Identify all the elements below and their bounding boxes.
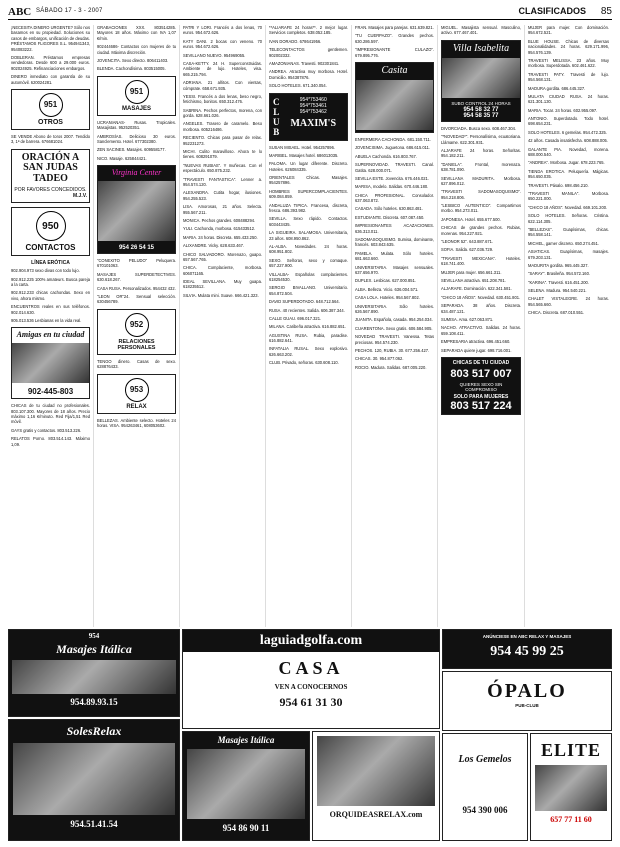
- classified-ad: LA SIGUEIRA. SALAMOSA. Universitaria, 23 años. 608.950.862.: [269, 230, 348, 241]
- classified-ad: UNIVERSITARIA. Sólo hoteles. 626.567.890.: [355, 303, 434, 314]
- section-number: 953: [125, 378, 149, 402]
- chicas-phone: 803 517 007: [450, 367, 512, 380]
- classified-ad: SUPERNOVIDAD. TRAVESTI. Canal. Gatita. 628.000.071.: [355, 162, 434, 173]
- ad-sub: PUB-CLUB: [515, 703, 539, 708]
- classified-ad: SEVILLANA atractiva. 651.208.781.: [441, 277, 506, 283]
- classified-ad: RELATOS Porno. 803.514.143. Máximo 1,09.: [11, 436, 90, 447]
- club-name: MAXIM'S: [290, 117, 337, 129]
- classified-ad: AGUSTINA RUSA. Rubia, paradise. 616.882.641.: [269, 332, 348, 344]
- ad-photo: [13, 743, 175, 815]
- ad-photo: [12, 660, 176, 694]
- classified-ad: "ANDREA". Morbosa. Jugar. 678.223.765.: [528, 160, 605, 166]
- classified-ad: "IMPRESIONANTE CULAZO". 679.895.776.: [355, 47, 434, 58]
- classified-ad: MARIBEL. Masajes hotel. 686013035.: [269, 152, 339, 158]
- classified-ad: MADURITA gordita. 965.445.327.: [528, 262, 589, 268]
- classified-ad: SOLO HOTELES. 6 gemelas. 954.472.325.: [528, 129, 607, 135]
- classified-ad: 902.904.973 sexo divas con todo lujo.: [11, 268, 80, 274]
- section-label: CONTACTOS: [25, 243, 76, 253]
- classified-ad: DINERO inmediato con garantía de su automóvil. 620024281.: [11, 74, 90, 85]
- classified-ad: MICHEL, gamer discreto. 650.274.451.: [528, 240, 599, 246]
- classified-ad: MARIA. Tocar. 24 horas. 602.955.097.: [528, 107, 598, 113]
- classified-ad: CASA-KETTY. 24 H. Superconstruidas. Ambiente de lujo. Hoteles, visa. 665.215.794.: [183, 60, 262, 77]
- classified-ad: "TU CUERPAZO". Grandes pechos. 630.286.597.: [355, 33, 434, 44]
- bottom-display-ads: [8, 629, 612, 841]
- classified-ad: MARISA, modelo. Salidas. 670.446.180.: [355, 184, 429, 190]
- ad-soles-relax: [8, 719, 180, 841]
- classified-ad: CLUB. Privado, señoras. 630.608.110.: [269, 360, 339, 366]
- classified-ad: UNIVERSITARIA. Masajes sensuales. 637.656.970.: [355, 264, 434, 275]
- classified-ad: TRAVESTI. Pásalo. 698.456.210.: [528, 182, 589, 188]
- classified-ad: 42 años. Casada insatisfecha. 608.888.005.: [528, 138, 608, 144]
- classified-ad: SEXO. Señoras, sexo y comaque. 657.227.900.: [269, 257, 348, 269]
- classified-ad: CHICAS. 30. 954.877.062.: [355, 356, 404, 362]
- classified-ad: "NUEVAS RUBIAS". Y muñecas. Con el espectáculo. 650.875.232.: [183, 162, 262, 174]
- casita-title: Casita: [381, 64, 408, 76]
- classified-ad: PECHOS. 120, RUBIA. 30. 677.256.427.: [355, 347, 430, 353]
- classified-ad: INFATALIA RUSAL. Sexo explosivo. 626.663.202.: [269, 346, 348, 357]
- col2-ads: [97, 25, 176, 72]
- ad-photo: [317, 736, 435, 806]
- classified-ad: 902.912.225 100% amateurs. Busca pareja a la carta.: [11, 276, 90, 287]
- classified-ad: SOFIA. Salida. 627.036.729.: [441, 247, 494, 253]
- column-1: [8, 25, 94, 627]
- amigas-title: Amigas en tu ciudad: [16, 330, 85, 340]
- classified-ad: EMPRESARIA atractiva. 696.451.660.: [441, 339, 511, 345]
- classified-ad: "LEON OR"24. Sensual selección. 630456789.: [97, 294, 176, 305]
- classified-ad: HOMBRES SUPERCOMPLACIENTES. 609.084.859.: [269, 188, 348, 200]
- classified-ad: CHICO SALVADORO. Morenazo, guapo. 657.567.765.: [183, 251, 262, 262]
- classified-ad: ROCIO. Madura. Salidas. 687.005.220.: [355, 364, 427, 370]
- casita-photo: [356, 80, 433, 130]
- section-label: MASAJES: [121, 105, 151, 112]
- classified-ad: 902444686- Contactos con mujeres de tu ciudad. Máxima discreción.: [97, 44, 176, 55]
- classified-ad: CHICA. Discreta. 687.010.551.: [528, 310, 585, 316]
- club-letters: C L U B: [273, 96, 280, 137]
- amigas-photo: [12, 343, 89, 383]
- newspaper-brand: ABC: [8, 6, 32, 18]
- villa-photo: [442, 58, 520, 98]
- ad-masajes-italica-2: [182, 731, 310, 841]
- classified-ad: TELECONTACTOS gentlemen. 902002332.: [269, 47, 348, 58]
- classified-ad: CHICAS de tu ciudad no profesionales. 803.107.300. Mayores de 18 años. Precio máximo 1,16 €/minuto. Red Fija/1,51 Red móvil.: [11, 403, 90, 425]
- classified-ad: CHICA PROFESIONAL. Consolador. 637.063.872.: [355, 192, 434, 204]
- ad-laguiadgolfa: [182, 629, 440, 729]
- classified-ad: ANDALUZA TIPICA. Francesa, discreta, fresca. 686.393.982.: [269, 202, 348, 214]
- villa-isabelita-ad: [441, 40, 521, 122]
- classified-ad: GALANTE PIA. Novedad, morena. 688.000.540.: [528, 146, 609, 158]
- section-box-relaciones: [97, 309, 176, 355]
- col5-ads: [355, 25, 434, 58]
- ad-title: SolesRelax: [66, 724, 122, 738]
- column-6: [438, 25, 525, 627]
- classified-ad: MILANA. Caribeña atractiva. 616.882.651.: [269, 324, 346, 330]
- section-box-otros: [11, 89, 90, 130]
- classified-ad: RECIENTO. Chicas para pasar de relax. 952231273.: [183, 135, 262, 146]
- ad-title: ÓPALO: [487, 680, 567, 702]
- ad-title: Los Gemelos: [458, 754, 512, 765]
- ad-masajes-italica: [8, 629, 180, 717]
- casita-ad: [355, 62, 434, 133]
- col2-ads4: [97, 359, 176, 370]
- classified-ad: CASA RUSA. Personalizados. 954432 432.: [97, 285, 176, 291]
- classified-ad: KATY DANI. 2 bocas con veneno. 70 euros. 954.672.626.: [183, 38, 262, 50]
- virginia-title: Virginia Center: [111, 168, 162, 178]
- classified-ad: ESTUDIANTE. Discreta. 607.087.450.: [355, 214, 425, 220]
- classified-ad: DIVORCIADA. Busca sexo. 608.467.304.: [441, 125, 517, 131]
- classified-ad: "DANIELA". Frontal, morenaza. 638.781.090.: [441, 161, 521, 173]
- classified-ad: "LESBICO AUTENTICO". Compartimos morbo. 954.273.011.: [441, 203, 521, 214]
- ad-anunciese: [442, 629, 612, 669]
- classified-ad: SELENA. Madura. 954.540.221.: [528, 288, 587, 294]
- classified-ad: MUJER para mujer. 656.661.311.: [441, 269, 502, 275]
- classified-ad: **ALIARAFE 24 horas**. 2 mejor lugar. Servicios completos. 638.052.185.: [269, 25, 348, 36]
- col2-ads2: [97, 120, 176, 161]
- classified-ad: ¡NECESITA DINERO URGENTE? Sólo nos basamos en su propiedad. Soluciones su casos de embargos, unificación de deudas. PRÉSTAMOS FLIGORES S.L. 954941343, 954083222.: [11, 25, 90, 52]
- classified-ad: SEPARADA quiere jugar. 698.716.001.: [441, 347, 512, 353]
- chicas-title: CHICAS DE TU CIUDAD: [452, 359, 510, 366]
- prayer-title: ORACIÓN A SAN JUDAS TADEO: [21, 151, 80, 184]
- classified-ad: ORIENTALES Chicas. Masajes. 954257896.: [269, 175, 348, 186]
- chicas-ciudad-ad: [441, 357, 521, 415]
- villa-phone: 954 58 32 77: [463, 106, 499, 113]
- classified-ad: MIGUEL. Masajista sensual. Masculino, activo. 677.467.401.: [441, 25, 521, 36]
- column-4: [266, 25, 352, 627]
- club-maxims-ad: [269, 93, 348, 141]
- page-date: SÁBADO 17 - 3 - 2007: [36, 8, 103, 14]
- section-box-contactos: [11, 207, 90, 256]
- classified-ad: SILVIA. Mulata mini. Suave. 666.421.323.: [183, 292, 259, 298]
- ad-title: Masajes Itálica: [56, 642, 132, 656]
- col7-ads: [528, 25, 609, 316]
- ad-sub: CASA: [278, 658, 344, 678]
- col4-ads: [269, 25, 348, 89]
- classified-ad: 905.013.536 Lesbianas en la vida real.: [11, 317, 82, 323]
- ad-title: ANÚNCIESE EN ABC RELAX Y MASAJES: [482, 634, 572, 639]
- classified-ad: GRABACIONES XXX. 803514285. Mayores 18 años. Máximo con IVA 1,07 €/min.: [97, 25, 176, 41]
- classified-ad: "CHICO 18 AÑOS". Novedad. 630.451.801.: [441, 294, 521, 300]
- club-phone: 954*753462: [299, 108, 327, 115]
- page-header: [8, 6, 612, 20]
- virginia-ad: [97, 165, 176, 254]
- col5-ads2: [355, 137, 434, 370]
- classified-ad: "TRAVESTI MANILA". Morbosa. 650.221.000.: [528, 190, 609, 202]
- section-label: OTROS: [38, 118, 63, 126]
- classified-ad: ADRIANA. 21 añitos. Con vientas, cómprate. 658.671.935.: [183, 80, 262, 91]
- chicas-text: QUIERES SEXO SIN COMPROMISO: [459, 381, 503, 392]
- classified-ad: "TRAVESTI MEXICANA". Hoteles. 618.741.400.: [441, 255, 521, 267]
- classified-ad: MULATA CIUDAD RUSA. 24 horas. 621.301.130.: [528, 93, 609, 105]
- classified-ad: ENFERMERA CACHONDA. 681.150.711.: [355, 136, 431, 142]
- column-3: [180, 25, 266, 627]
- classified-ad: CHALET VISTALEGRE. 24 horas. 954.565.660.: [528, 296, 609, 307]
- classified-ad: JAPONESA. Hotel. 655.677.500.: [441, 216, 501, 222]
- classified-ad: "TRAVESTI SADOMASOQUISMO". 954.218.806.: [441, 189, 521, 200]
- classified-ad: SEPARADA. 38 años. Discreta. 634.487.121.: [441, 303, 521, 314]
- prayer-signature: M.J.V.: [73, 193, 87, 200]
- classified-ad: RUSA. 40 recientes. Salida. 606.387.344.: [269, 307, 345, 313]
- prayer-text: POR FAVORES CONCEDIDOS.: [14, 187, 87, 194]
- section-box-masajes: [97, 76, 176, 116]
- classified-ad: SADOMASOQUISMO. Sumisa, dominante, francés. 603.843.635.: [355, 237, 434, 248]
- classified-ad: BLENDA. Cachondísima. 803515005.: [97, 66, 166, 72]
- classified-ad: PALOMA. Un lugar diferente. Discreto. Hoteles. 626084335.: [269, 161, 348, 172]
- ad-photo: [535, 765, 607, 811]
- classified-ad: "*NOVEDAD*". Personalísima, ecuatoriana. Llámame. 622.301.931.: [441, 134, 521, 145]
- amigas-phone: 902-445-803: [27, 387, 74, 397]
- ad-opalo: [442, 671, 612, 731]
- classified-ad: SEVILLANA MADURITA. Morbosa. 627.896.012.: [441, 175, 521, 186]
- classified-ad: LISA. Amorosas, 21 años. Selecta. 955.567.211.: [183, 204, 262, 215]
- classified-ad: ENCUENTROS reales en sus teléfonos. 902.014.630.: [11, 304, 90, 315]
- ad-title: ORQUIDEASRELAX.com: [329, 810, 423, 819]
- classified-ad: SEVILLA ESTE. Jovencita. 676.446.021.: [355, 175, 429, 181]
- classified-ad: YESSI. Francés a dos lenas, beso negro, fetichismo, bonitos. 650.312.476.: [183, 93, 262, 105]
- classified-ad: ALJARAFE. Dominación. 622.341.581.: [441, 286, 512, 292]
- col1-ads3: [11, 403, 90, 447]
- classified-ad: AMBROSÍAS. Delicioso 30 euros. Sanclemento. Hotel. 677302380.: [97, 133, 176, 144]
- classified-ad: MUJER para mujer. Con dominación. 954.672.521.: [528, 25, 609, 36]
- classified-ad: CALLE GUAU. 696.017.321.: [269, 315, 322, 321]
- column-7: [525, 25, 612, 627]
- classified-ad: SUMISA. Ama. 627.063.871.: [441, 316, 494, 322]
- classified-ad: DOBLERAN. Préstamos empresas vendedoras. Desde 600 a 29.000 euros. 902024925. Refinanciaciones embargos.: [11, 54, 90, 71]
- ad-phone: 657 77 11 60: [550, 815, 592, 824]
- ad-number: 954: [88, 632, 100, 640]
- col1-ads2: [11, 268, 90, 323]
- club-phone: 954*753461: [299, 102, 327, 109]
- classified-ad: UCRANIANAS- Rusas. Tropicales. Masajistas. 952520351.: [97, 119, 176, 131]
- classified-ad: ALBA. Belleza. Vicio. 636.004.571.: [355, 286, 419, 292]
- ad-se-vende: SE VENDE Abono de toros 2007. Tendido 3, 1ª de barrera. 676681024.: [11, 133, 90, 145]
- col4-ads2: [269, 145, 348, 366]
- classified-ad: JOVENCISIMA. Juguetona. 686.615.011.: [355, 145, 431, 151]
- classified-ad: JUANITA. Española, casada. 954.254.034.: [355, 317, 433, 323]
- classified-ad: IVAN DORADO. 678641956.: [269, 38, 322, 44]
- classified-ad: ALJARAFE 24 horas. Señoritas. 954.182.211.: [441, 147, 521, 159]
- villa-phone: 954 58 35 77: [463, 112, 499, 119]
- classified-ad: DAVID SUPERDOTADO. 648.712.564.: [269, 299, 340, 305]
- col3-ads: [183, 25, 262, 298]
- virginia-photo: [98, 181, 175, 241]
- classified-ad: TRAVESTI MELISSA. 23 años. Muy morbosa. Superdotada. 602.461.622.: [528, 57, 609, 69]
- section-number: 951: [125, 80, 149, 104]
- ad-elite: [530, 733, 612, 841]
- villa-title: Villa Isabelita: [452, 42, 510, 54]
- ad-phone: 954 45 99 25: [490, 643, 564, 659]
- classified-ad: "SARAY". Brasileña. 954.572.160.: [528, 271, 590, 277]
- ad-orquideasrelax: [312, 731, 440, 841]
- classified-ad: VILLALBA- Españolas complacientes. 618254530.: [269, 271, 348, 282]
- classified-ad: ALEXANDRA. Cutita hogar, ilusiones. 954.255.523.: [183, 190, 262, 201]
- col6-ads: [441, 25, 521, 36]
- classified-ad: AL-ALBA. Novedades. 24 horas. 608.951.802.: [269, 243, 348, 255]
- classified-ad: ASIATICAS. Guapísimas, masajes. 679.203.131.: [528, 249, 609, 260]
- classified-ad: MONICA. Pechos grandes. 608488294.: [183, 217, 256, 223]
- classified-ad: AMAZONIANAS. Travesti. 902301841.: [269, 60, 340, 66]
- classified-ad: SOLO HOTELES. 671.340.054.: [269, 83, 327, 89]
- classified-ad: ANDREA. Atractiva muy morbosa. Hotel. Domicilio. 954387876.: [269, 69, 348, 80]
- ad-photo: [187, 749, 305, 819]
- classified-ad: BELLEZAS. Ambiente selecto. Hoteles 24 horas. VISA. 954263461, 608053602.: [97, 417, 176, 428]
- ad-title: ELITE: [540, 740, 602, 760]
- classified-ad: ANTONIO. Superdotado. Todo hotel. 698.654.231.: [528, 116, 609, 127]
- classified-ad: "BELLEZAS". Guapísimas, chicas. 954.558.141.: [528, 226, 609, 238]
- classified-ad: NOVEDAD TRAVESTI. Vanessa. Tetas preciosas. 954.574.230.: [355, 334, 434, 345]
- classified-ad: JOVENCITA. Sexo directo. 806411403.: [97, 57, 169, 63]
- classified-ad: IMPRESIONANTES ACAZACIONES. 636.313.011.: [355, 223, 434, 234]
- classified-ad: MARIA. 24 horas. Discreta. 655.433.250.: [183, 234, 258, 240]
- classified-ad: GAYS gratis y contactos. 803.513.226.: [11, 427, 82, 433]
- classified-ad: MICHI. Culito maravilloso. Ahora te lo tienes. 608291079.: [183, 149, 262, 160]
- col1-ads: [11, 25, 90, 85]
- ad-phone: 954.89.93.15: [70, 697, 118, 707]
- classified-ad: ALIXANDRE. Vicky. 628.633.467.: [183, 243, 245, 249]
- ad-title: Masajes Itálica: [217, 735, 275, 745]
- ad-phone: 954 390 006: [462, 805, 508, 815]
- mujeres-phone: 803 517 224: [450, 399, 512, 412]
- classified-ad: NACHO. ATRACTIVO. Salidas. 24 horas. 659.108.411.: [441, 325, 521, 336]
- classifieds-columns: [8, 25, 612, 627]
- villa-sub: SUBO CONTROL 24 HORAS: [451, 100, 511, 106]
- classified-ad: "CHICO 18 AÑOS". Novedad. 669.101.200.: [528, 204, 608, 210]
- club-phone: 954*753460: [299, 96, 327, 103]
- col2-ads5: [97, 418, 176, 429]
- classified-ad: CHICA. Complaciente, morbosa. 606071165.: [183, 265, 262, 276]
- amigas-ad: [11, 327, 90, 399]
- classified-ad: ABUELA Cachonda. 616.803.767.: [355, 153, 417, 159]
- classified-ad: CUARENTONA. Sexo gratis. 606.584.905.: [355, 325, 433, 331]
- column-5: [352, 25, 438, 627]
- classified-ad: TENGO dinero. Casas de sexo. 628876433.: [97, 358, 176, 370]
- ad-phone: 954 86 90 11: [222, 823, 270, 833]
- column-2: [94, 25, 180, 627]
- classified-ad: "LEONOR 52". 643.887.671.: [441, 239, 494, 245]
- classified-ad: MASAJES SUPERDETECTIVES. 630.618.267.: [97, 271, 176, 283]
- classified-ad: IDEAL SEVILLANA. Muy guapa. 618235512.: [183, 279, 262, 290]
- classified-ad: SOLO HOTELES. Señoras. Cristina. 622.114.305.: [528, 213, 609, 224]
- section-number: 951: [39, 93, 63, 117]
- classified-ad: MADURA gordita. 686.445.327.: [528, 85, 586, 91]
- section-label: RELAX: [126, 403, 147, 410]
- classified-ad: YULI. Cachonda, morbosa. 615433512.: [183, 226, 256, 232]
- classified-ad: SERGIO BIVALLANO. Universitario. 654.872.504.: [269, 285, 348, 296]
- classified-ad: 902.912.233 chicas cachondas. Sexo en vivo, ahora mismo.: [11, 290, 90, 301]
- ad-sub2: VEN A CONOCERNOS: [274, 683, 348, 691]
- ad-title: laguiadgolfa.com: [183, 630, 439, 652]
- section-title: CLASIFICADOS: [518, 6, 586, 16]
- classified-ad: "KARINA". Travesti. 616.451.200.: [528, 279, 589, 285]
- classified-ad: CASADA. Sólo hoteles. 630.863.481.: [355, 206, 423, 212]
- classified-ad: "CONEXITO PELUDO" Peluquera. 670101063.: [97, 258, 176, 269]
- classified-ad: CHICAS de grandes pechos. Rubias, morenas. 954.227.921.: [441, 225, 521, 236]
- classified-ad: PATRI Y LORI. Francés a dos lenas, 70 euros. 954.672.626.: [183, 25, 262, 36]
- section-box-relax: [97, 374, 176, 414]
- classified-ad: TRAVESTI PATY. Travesti de lujo. 954.568.131.: [528, 71, 609, 83]
- classified-ad: SEVILLA. Sexo rápido. Contactos. 603443435.: [269, 216, 348, 227]
- section-number: 952: [125, 313, 149, 337]
- classified-ad: "TRAVESTI FANTASTICA". Lenner a. 954.574.120.: [183, 176, 262, 187]
- subsection-label: LÍNEA ERÓTICA: [31, 260, 70, 267]
- col2-ads3: [97, 258, 176, 305]
- classified-ad: TIENDA EROTICA. Peluquería. Mágicas. 954.650.035.: [528, 168, 609, 180]
- classified-ad: DUPLEX. Lesbicas. 627.000.851.: [355, 278, 416, 284]
- ad-los-gemelos: [442, 733, 528, 841]
- classified-ad: ZEN SACINES. Masajes. 609558177.: [97, 147, 166, 153]
- classified-ad: CASA LOLA. Hoteles. 954.567.802.: [355, 295, 420, 301]
- col6-ads2: [441, 126, 521, 353]
- section-label: RELACIONES PERSONALES: [117, 338, 156, 351]
- virginia-phone: 954 26 54 15: [118, 245, 155, 252]
- prayer-box: [11, 149, 90, 204]
- page-number: 85: [600, 6, 612, 17]
- ad-phone: 954.51.41.54: [70, 819, 118, 829]
- classified-ad: FRAN. Masajes para parejas. 631.639.821.: [355, 25, 434, 30]
- classified-ad: ANGELES. Trasero de caramelo. Beso morbosa. 605216486.: [183, 121, 262, 132]
- classified-ad: SABRINA. Pechos perfectos, morena, con gorda. 628.661.026.: [183, 107, 262, 119]
- section-number: 950: [36, 211, 66, 241]
- mujeres-title: SOLO PARA MUJERES: [453, 393, 509, 400]
- classified-ad: SUSAN MISAEL. Hotel. 954257896.: [269, 144, 335, 150]
- classified-ad: NICO. Masaje. 625844421.: [97, 155, 147, 161]
- ad-phone: 954 61 31 30: [279, 695, 343, 709]
- classified-ad: PAMELA. Mulata. Sólo hoteles. 681.663.660.: [355, 250, 434, 262]
- classified-ad: BLUE HOUSE. Chicas de diversas nacionalidades. 24 horas. 629.171.996, 954.576.139.: [528, 38, 609, 55]
- classified-ad: SEVILLANO NUEVO. 954969055.: [183, 52, 246, 58]
